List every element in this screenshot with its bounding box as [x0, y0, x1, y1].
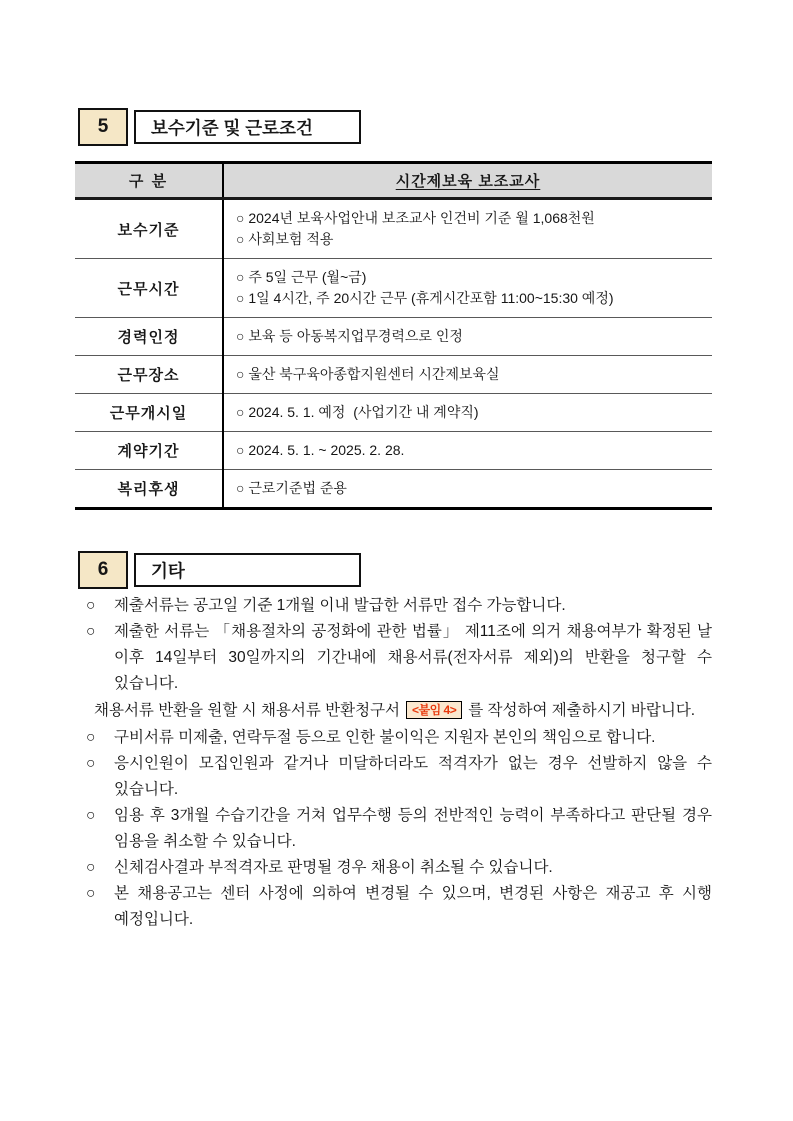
table-row-working-hours	[75, 259, 712, 318]
row-content	[223, 432, 712, 470]
bullet-marker: ○	[86, 807, 96, 824]
list-item	[86, 619, 712, 697]
table-row-start-date	[75, 394, 712, 432]
list-item	[86, 855, 712, 881]
section6-number-box: 6	[78, 551, 128, 589]
bullet-text: 신체검사결과 부적격자로 판명될 경우 채용이 취소될 수 있습니다.	[114, 859, 553, 876]
cell-line: ○ 근로기준법 준용	[236, 480, 347, 496]
bullet-marker: ○	[86, 859, 96, 876]
section6-title: 기타	[134, 553, 361, 587]
row-content	[223, 259, 712, 318]
list-item	[86, 881, 712, 933]
section5-title: 보수기준 및 근로조건	[134, 110, 361, 144]
attachment-note	[94, 697, 712, 725]
section6-header	[78, 551, 793, 589]
bullet-marker: ○	[86, 885, 96, 902]
row-label: 계약기간	[75, 432, 223, 470]
list-item	[86, 751, 712, 803]
cell-line: ○ 주 5일 근무 (월~금)	[236, 269, 367, 285]
cell-line: ○ 보육 등 아동복지업무경력으로 인정	[236, 328, 463, 344]
row-label: 근무개시일	[75, 394, 223, 432]
row-label: 복리후생	[75, 470, 223, 509]
column-header-position	[223, 163, 712, 199]
cell-line: ○ 사회보험 적용	[236, 231, 334, 247]
row-content	[223, 199, 712, 259]
attachment-note-prefix: 채용서류 반환을 원할 시 채용서류 반환청구서	[94, 702, 401, 719]
row-label: 경력인정	[75, 318, 223, 356]
pay-conditions-table	[75, 161, 712, 510]
table-row-contract-period	[75, 432, 712, 470]
bullet-marker: ○	[86, 755, 96, 772]
row-content	[223, 394, 712, 432]
table-row-welfare	[75, 470, 712, 509]
table-row-career-recognition	[75, 318, 712, 356]
attachment-note-suffix: 를 작성하여 제출하시기 바랍니다.	[468, 702, 696, 719]
list-item	[86, 593, 712, 619]
bullet-marker: ○	[86, 597, 96, 614]
cell-line: ○ 2024. 5. 1. 예정 (사업기간 내 계약직)	[236, 404, 479, 420]
table-row-pay-standard	[75, 199, 712, 259]
row-content	[223, 356, 712, 394]
notes-list	[86, 593, 712, 933]
section5-header	[78, 108, 793, 146]
list-item	[86, 803, 712, 855]
column-header-category: 구 분	[75, 163, 223, 199]
attachment-badge: <붙임 4>	[406, 701, 462, 719]
bullet-marker: ○	[86, 623, 96, 640]
cell-line: ○ 울산 북구육아종합지원센터 시간제보육실	[236, 366, 500, 382]
row-label: 근무시간	[75, 259, 223, 318]
bullet-text: 제출한 서류는 「채용절차의 공정화에 관한 법률」 제11조에 의거 채용여부가 확정된 날 이후 14일부터 30일까지의 기간내에 채용서류(전자서류 제외)의 반환을 청구할 수 있습니다.	[114, 623, 712, 692]
list-item	[86, 725, 712, 751]
row-label: 근무장소	[75, 356, 223, 394]
bullet-text: 본 채용공고는 센터 사정에 의하여 변경될 수 있으며, 변경된 사항은 재공고 후 시행 예정입니다.	[114, 885, 712, 928]
cell-line: ○ 2024. 5. 1. ~ 2025. 2. 28.	[236, 442, 405, 458]
table-row-workplace	[75, 356, 712, 394]
bullet-marker: ○	[86, 729, 96, 746]
bullet-text: 임용 후 3개월 수습기간을 거쳐 업무수행 등의 전반적인 능력이 부족하다고 판단될 경우 임용을 취소할 수 있습니다.	[114, 807, 712, 850]
cell-line: ○ 2024년 보육사업안내 보조교사 인건비 기준 월 1,068천원	[236, 210, 595, 226]
section-gap	[0, 510, 793, 551]
row-content	[223, 470, 712, 509]
row-label: 보수기준	[75, 199, 223, 259]
bullet-text: 응시인원이 모집인원과 같거나 미달하더라도 적격자가 없는 경우 선발하지 않을 수 있습니다.	[114, 755, 712, 798]
row-content	[223, 318, 712, 356]
table-header-row	[75, 163, 712, 199]
bullet-text: 제출서류는 공고일 기준 1개월 이내 발급한 서류만 접수 가능합니다.	[114, 597, 566, 614]
bullet-text: 구비서류 미제출, 연락두절 등으로 인한 불이익은 지원자 본인의 책임으로 합니다.	[114, 729, 656, 746]
cell-line: ○ 1일 4시간, 주 20시간 근무 (휴게시간포함 11:00~15:30 예정)	[236, 290, 614, 306]
position-title-underlined: 시간제보육 보조교사	[395, 173, 541, 190]
section5-number-box: 5	[78, 108, 128, 146]
